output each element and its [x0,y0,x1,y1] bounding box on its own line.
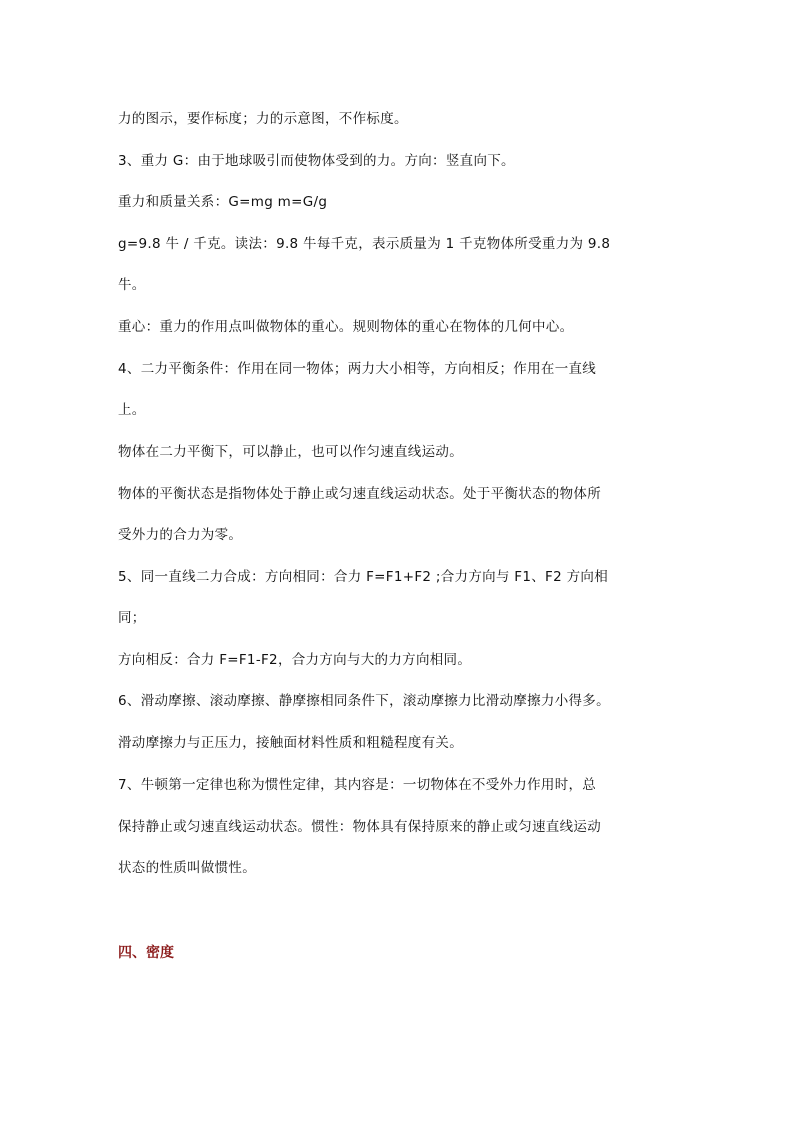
text-line: 滑动摩擦力与正压力，接触面材料性质和粗糙程度有关。 [118,735,463,751]
text-line: 力的图示，要作标度；力的示意图，不作标度。 [118,111,408,127]
text-line: 保持静止或匀速直线运动状态。惯性：物体具有保持原来的静止或匀速直线运动 [118,819,601,835]
text-line: 物体在二力平衡下，可以静止，也可以作匀速直线运动。 [118,444,463,460]
text-line: 方向相反：合力 F=F1-F2，合力方向与大的力方向相同。 [118,652,472,668]
text-line: 受外力的合力为零。 [118,527,243,543]
text-line: 7、牛顿第一定律也称为惯性定律，其内容是：一切物体在不受外力作用时，总 [118,777,597,793]
text-line: 4、二力平衡条件：作用在同一物体；两力大小相等，方向相反；作用在一直线 [118,361,597,377]
text-line: g=9.8 牛 / 千克。读法：9.8 牛每千克，表示质量为 1 千克物体所受重力为 9.8 [118,236,611,252]
section-heading: 四、密度 [118,945,174,961]
text-line: 3、重力 G：由于地球吸引而使物体受到的力。方向：竖直向下。 [118,153,515,169]
text-line: 状态的性质叫做惯性。 [118,860,256,876]
text-line: 重心：重力的作用点叫做物体的重心。规则物体的重心在物体的几何中心。 [118,319,574,335]
text-line: 牛。 [118,277,146,293]
text-line: 物体的平衡状态是指物体处于静止或匀速直线运动状态。处于平衡状态的物体所 [118,486,601,502]
text-line: 6、滑动摩擦、滚动摩擦、静摩擦相同条件下，滚动摩擦力比滑动摩擦力小得多。 [118,693,610,709]
text-line: 重力和质量关系：G=mg m=G/g [118,194,328,210]
text-line: 上。 [118,402,146,418]
text-line: 同； [118,610,146,626]
text-line: 5、同一直线二力合成：方向相同：合力 F=F1+F2 ;合力方向与 F1、F2 方向相 [118,569,609,585]
